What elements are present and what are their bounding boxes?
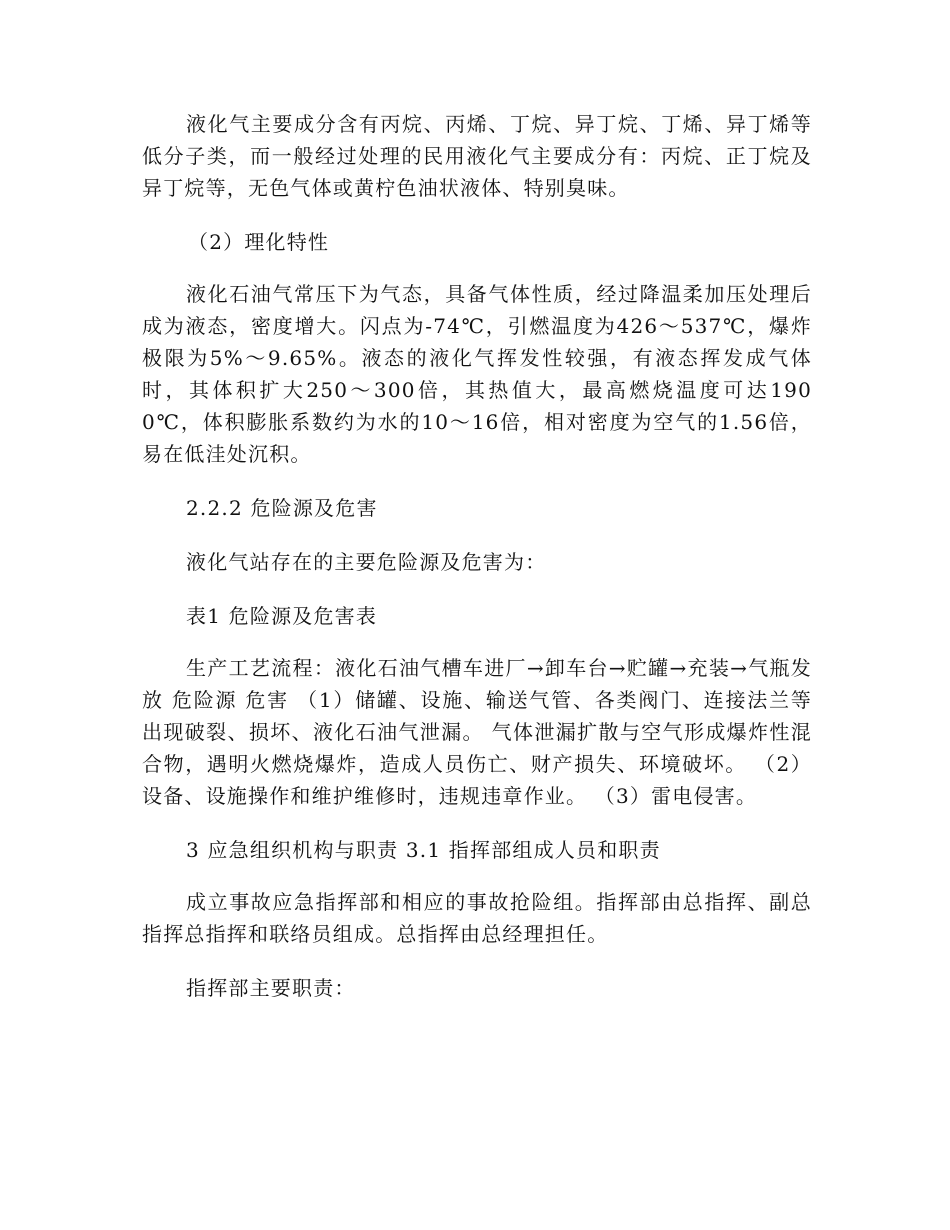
- section-heading-emergency-organization: 3 应急组织机构与职责 3.1 指挥部组成人员和职责: [186, 838, 661, 862]
- section-heading-physical-chemical-properties: （2）理化特性: [188, 230, 330, 254]
- paragraph-hazard-intro: 液化气站存在的主要危险源及危害为：: [186, 550, 547, 574]
- paragraph-lpg-composition: 液化气主要成分含有丙烷、丙烯、丁烷、异丁烷、丁烯、异丁烯等低分子类，而一般经过处理的民用液化气主要成分有：丙烷、正丁烷及异丁烷等，无色气体或黄柠色油状液体、特别臭味。: [142, 112, 812, 200]
- section-heading-command-duties: 指挥部主要职责：: [186, 976, 356, 1000]
- paragraph-hazard-table-content: 生产工艺流程：液化石油气槽车进厂→卸车台→贮罐→充装→气瓶发放 危险源 危害 （1）储罐、设施、输送气管、各类阀门、连接法兰等出现破裂、损坏、液化石油气泄漏。 气体泄漏扩散与空气形成爆炸性混合物，遇明火燃烧爆炸，造成人员伤亡、财产损失、环境破坏。 （2）设备、设施操作和维护维修时，违规违章作业。 （3）雷电侵害。: [142, 656, 812, 808]
- section-heading-hazard-sources: 2.2.2 危险源及危害: [186, 496, 378, 520]
- paragraph-physical-chemical-properties: 液化石油气常压下为气态，具备气体性质，经过降温柔加压处理后成为液态，密度增大。闪点为-74℃，引燃温度为426～537℃，爆炸极限为5%～9.65%。液态的液化气挥发性较强，有液态挥发成气体时，其体积扩大250～300倍，其热值大，最高燃烧温度可达1900℃，体积膨胀系数约为水的10～16倍，相对密度为空气的1.56倍，易在低洼处沉积。: [142, 282, 812, 466]
- table-caption-hazard-sources: 表1 危险源及危害表: [186, 604, 378, 628]
- paragraph-command-structure: 成立事故应急指挥部和相应的事故抢险组。指挥部由总指挥、副总指挥总指挥和联络员组成。总指挥由总经理担任。: [142, 890, 812, 946]
